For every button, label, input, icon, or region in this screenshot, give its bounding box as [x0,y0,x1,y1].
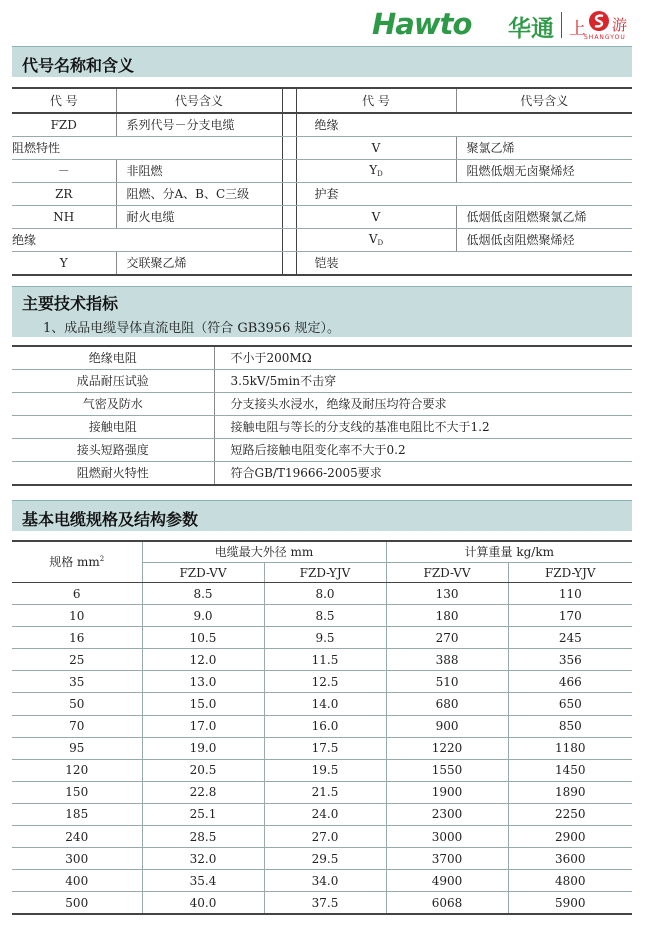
table-row [12,627,632,649]
spec-value-cell: 16.0 [264,715,386,737]
spec-value-cell: 25.1 [142,803,264,825]
column-gap [282,229,296,252]
brand-chinese-name: 华通 [508,16,554,42]
column-gap [282,160,296,183]
table-row [12,160,632,183]
code-cell: NH [12,206,116,229]
spec-value: 短路后接触电阻变化率不大于0.2 [214,439,632,462]
table-row [12,781,632,803]
table-row [12,870,632,892]
spec-value-cell: 170 [508,605,632,627]
table-row [12,715,632,737]
spec-size-cell: 6 [12,583,142,605]
column-gap [282,183,296,206]
spec-value-cell: 19.5 [264,759,386,781]
spec-value-cell: 3000 [386,826,508,848]
spec-value-cell: 850 [508,715,632,737]
spec-value-cell: 12.5 [264,671,386,693]
column-gap [282,137,296,160]
spec-size-label: 规格 mm [49,555,100,569]
spec-value-cell: 110 [508,583,632,605]
meaning-cell: 阻燃、分A、B、C三级 [116,183,282,206]
spec-value-cell: 510 [386,671,508,693]
spec-size-cell: 95 [12,737,142,759]
table-row [12,737,632,759]
column-gap [282,206,296,229]
technical-specs-table [12,345,632,486]
code-cell: － [12,160,116,183]
code-subscript: D [377,239,384,247]
table-row [12,370,632,393]
spec-value-cell: 17.0 [142,715,264,737]
meaning-cell: 耐火电缆 [116,206,282,229]
spec-value-cell: 24.0 [264,803,386,825]
code-text: V [368,232,378,246]
spec-size-cell: 185 [12,803,142,825]
meaning-cell: 低烟低卤阻燃聚氯乙烯 [456,206,632,229]
spec-size-cell: 16 [12,627,142,649]
table-row [12,803,632,825]
spec-size-cell: 300 [12,848,142,870]
spec-value-cell: 10.5 [142,627,264,649]
table-row [12,393,632,416]
spec-value-cell: 1220 [386,737,508,759]
spec-value-cell: 2300 [386,803,508,825]
spec-key: 绝缘电阻 [12,346,214,370]
table-header-row [12,541,632,563]
table-row [12,137,632,160]
column-header: FZD-YJV [508,563,632,583]
spec-size-cell: 25 [12,649,142,671]
table-row [12,693,632,715]
table-row [12,462,632,486]
spec-value-cell: 270 [386,627,508,649]
spec-value-cell: 1550 [386,759,508,781]
spec-value-cell: 2250 [508,803,632,825]
column-header: 代号含义 [116,88,282,113]
table-row [12,649,632,671]
code-text: Y [369,163,378,177]
spec-value-cell: 356 [508,649,632,671]
partner-logo-subtext: SHANGYOU [584,34,626,41]
column-header: FZD-YJV [264,563,386,583]
brand-name: Hawto [372,7,472,41]
brand-logo [372,8,642,42]
table-row [12,671,632,693]
code-cell: Y [12,252,116,276]
table-row [12,892,632,915]
spec-size-cell: 70 [12,715,142,737]
meaning-cell: 聚氯乙烯 [456,137,632,160]
spec-value-cell: 21.5 [264,781,386,803]
spec-value-cell: 245 [508,627,632,649]
spec-value-cell: 130 [386,583,508,605]
column-gap [282,88,296,113]
section-label-cell: 铠装 [296,252,456,276]
spec-value-cell: 14.0 [264,693,386,715]
group-header-diameter: 电缆最大外径 mm [142,541,386,563]
code-cell [296,229,456,252]
spec-size-cell: 400 [12,870,142,892]
section-label-cell: 绝缘 [12,229,282,252]
spec-key: 阻燃耐火特性 [12,462,214,486]
spec-value-cell: 1890 [508,781,632,803]
table-row [12,826,632,848]
section-title: 主要技术指标 [22,294,119,313]
section-title: 基本电缆规格及结构参数 [22,510,199,529]
cable-specification-table [12,540,632,915]
meaning-cell: 非阻燃 [116,160,282,183]
spec-key: 成品耐压试验 [12,370,214,393]
spec-value-cell: 13.0 [142,671,264,693]
spec-table-body [12,583,632,915]
spec-value-cell: 466 [508,671,632,693]
table-row [12,848,632,870]
section-header-technical [12,286,632,337]
section-label-cell: 绝缘 [296,113,456,137]
spec-value-cell: 4900 [386,870,508,892]
column-header: FZD-VV [142,563,264,583]
table-row [12,583,632,605]
table-row [12,346,632,370]
logo-divider [561,12,562,38]
column-header: 代号含义 [456,88,632,113]
spec-key: 接触电阻 [12,416,214,439]
spec-value-cell: 17.5 [264,737,386,759]
spec-value-cell: 20.5 [142,759,264,781]
spec-value: 不小于200MΩ [214,346,632,370]
spec-value-cell: 3600 [508,848,632,870]
section-label-cell: 护套 [296,183,456,206]
partner-logo-prefix: 上 [569,19,586,39]
code-meaning-table [12,87,632,276]
spec-size-cell: 150 [12,781,142,803]
spec-value-cell: 9.5 [264,627,386,649]
meaning-cell: 阻燃低烟无卤聚烯烃 [456,160,632,183]
spec-value-cell: 180 [386,605,508,627]
section-note: 1、成品电缆导体直流电阻（符合 GB3956 规定）。 [43,321,341,336]
meaning-cell [456,113,632,137]
section-title: 代号名称和含义 [22,56,135,75]
spec-value: 接触电阻与等长的分支线的基准电阻比不大于1.2 [214,416,632,439]
spec-value-cell: 900 [386,715,508,737]
code-cell: V [296,206,456,229]
spec-value-cell: 5900 [508,892,632,915]
code-cell: ZR [12,183,116,206]
column-gap [282,252,296,276]
table-row [12,605,632,627]
table-row [12,416,632,439]
table-row [12,183,632,206]
column-gap [282,113,296,137]
table-row [12,113,632,137]
meaning-cell: 系列代号－分支电缆 [116,113,282,137]
spec-size-cell: 10 [12,605,142,627]
spec-value-cell: 19.0 [142,737,264,759]
column-header: FZD-VV [386,563,508,583]
spec-value-cell: 27.0 [264,826,386,848]
table-row [12,229,632,252]
spec-value-cell: 4800 [508,870,632,892]
section-label-cell: 阻燃特性 [12,137,282,160]
table-row [12,439,632,462]
spec-size-superscript: 2 [99,555,105,563]
code-cell: FZD [12,113,116,137]
spec-size-cell: 120 [12,759,142,781]
spec-value-cell: 29.5 [264,848,386,870]
spec-value-cell: 32.0 [142,848,264,870]
spec-value-cell: 8.5 [264,605,386,627]
spec-value-cell: 6068 [386,892,508,915]
code-cell [296,160,456,183]
group-header-weight: 计算重量 kg/km [386,541,632,563]
spec-value-cell: 15.0 [142,693,264,715]
column-header: 代 号 [296,88,456,113]
section-header-specifications [12,500,632,531]
spec-key: 接头短路强度 [12,439,214,462]
section-header-codes [12,46,632,77]
spec-value-cell: 35.4 [142,870,264,892]
spec-size-header [12,541,142,583]
spec-value-cell: 3700 [386,848,508,870]
spec-value-cell: 680 [386,693,508,715]
meaning-cell: 交联聚乙烯 [116,252,282,276]
spec-value: 符合GB/T19666-2005要求 [214,462,632,486]
code-cell: V [296,137,456,160]
spec-value-cell: 650 [508,693,632,715]
spec-value-cell: 34.0 [264,870,386,892]
spec-value-cell: 9.0 [142,605,264,627]
spec-size-cell: 35 [12,671,142,693]
table-row [12,759,632,781]
spec-value-cell: 40.0 [142,892,264,915]
spec-value-cell: 11.5 [264,649,386,671]
spec-value-cell: 28.5 [142,826,264,848]
meaning-cell [456,252,632,276]
meaning-cell [456,183,632,206]
spec-value-cell: 1180 [508,737,632,759]
spec-value-cell: 388 [386,649,508,671]
spec-value-cell: 1900 [386,781,508,803]
partner-emblem-icon [588,10,610,32]
spec-value-cell: 8.0 [264,583,386,605]
table-row [12,252,632,276]
code-subscript: D [377,170,383,178]
meaning-cell: 低烟低卤阻燃聚烯烃 [456,229,632,252]
spec-key: 气密及防水 [12,393,214,416]
spec-value-cell: 22.8 [142,781,264,803]
spec-value-cell: 2900 [508,826,632,848]
spec-value-cell: 12.0 [142,649,264,671]
table-row [12,206,632,229]
table-header-row [12,88,632,113]
spec-size-cell: 500 [12,892,142,915]
spec-value-cell: 8.5 [142,583,264,605]
partner-logo-suffix: 游 [612,16,628,34]
spec-value: 分支接头水浸水，绝缘及耐压均符合要求 [214,393,632,416]
column-header: 代 号 [12,88,116,113]
spec-value-cell: 37.5 [264,892,386,915]
spec-size-cell: 50 [12,693,142,715]
spec-value: 3.5kV/5min不击穿 [214,370,632,393]
spec-value-cell: 1450 [508,759,632,781]
spec-size-cell: 240 [12,826,142,848]
